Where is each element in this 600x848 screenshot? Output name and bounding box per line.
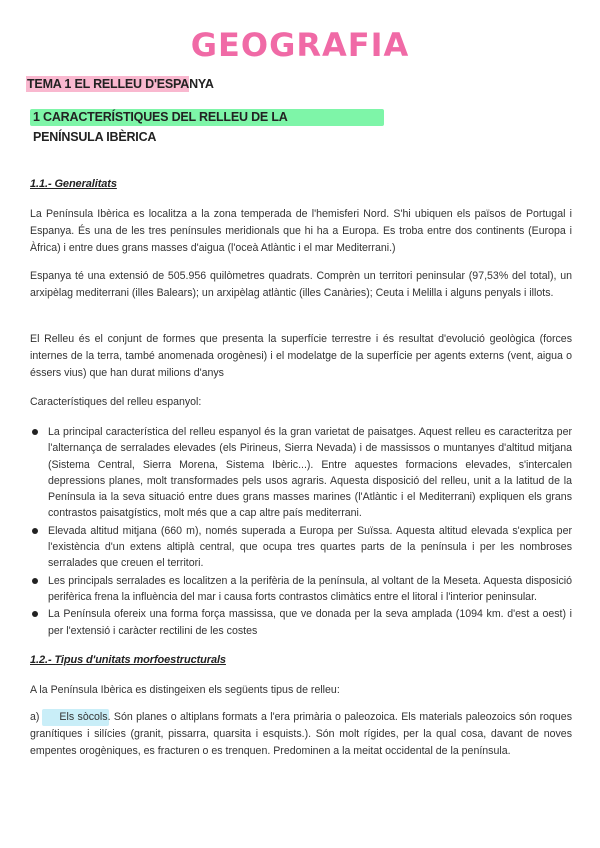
- item-a-label: a): [30, 711, 40, 723]
- characteristics-list: [30, 424, 572, 640]
- tema-heading: [26, 77, 214, 91]
- subsection-heading-generalitats: 1.1.- Generalitats: [30, 178, 117, 190]
- list-item: Elevada altitud mitjana (660 m), només superada a Europa per Suïssa. Aquesta altitud elevada s'explica per l'existència d'un extens altiplà central, que ocupa tres quartes parts de la península i per les nombroses serralades que creuen el territori.: [30, 523, 572, 572]
- item-a-text: . Són planes o altiplans formats a l'era primària o paleozoica. Els materials paleozoics són roques granítiques i silícies (granit, pissarra, quarsita i esquists.). Són molt rígides, per la qual cosa, davant de noves empentes orogèniques, es fracturen o es trenquen. Predominen a la meitat occidental de la península.: [30, 711, 572, 757]
- bullet-icon: [32, 429, 38, 435]
- list-item: La principal característica del relleu espanyol és la gran varietat de paisatges. Aquest relleu es caracteritza per l'alternança de serralades elevades (els Pirineus, Sierra Nevada) i de massissos o muntanyes d'altitud mitjana (Sistema Central, Sierra Morena, Sistema Ibèric...). Entre aquestes formacions elevades, s'intercalen depressions planes, molt transformades pels usos agraris. Aquesta disposició del relleu, unit a la latitud de la Península ia la seva situació entre dues grans masses marines (l'Atlàntic i el Mediterrani) expliquen els grans contrastos paisatgístics, molt més que a cap altre país mediterrani.: [30, 424, 572, 522]
- paragraph-extension: Espanya té una extensió de 505.956 quilòmetres quadrats. Comprèn un territori peninsular (97,53% del total), un arxipèlag mediterrani (illes Balears); un arxipèlag atlàntic (illes Canàries); Ceuta i Melilla i alguns penyals i illots.: [30, 270, 572, 299]
- section-heading-line2: PENÍNSULA IBÈRICA: [33, 130, 157, 144]
- paragraph-unitats-intro: A la Península Ibèrica es distingeixen els següents tipus de relleu:: [30, 684, 340, 696]
- tema-heading-highlight: TEMA 1 EL RELLEU D'ESPA: [27, 77, 190, 91]
- tema-heading-rest: NYA: [189, 77, 214, 91]
- list-item: La Península ofereix una forma força massissa, que ve donada per la seva amplada (1094 km. d'est a oest) i per l'extensió i caràcter rectilini de les costes: [30, 606, 572, 639]
- section-heading-line1: 1 CARACTERÍSTIQUES DEL RELLEU DE LA: [33, 110, 288, 124]
- bullet-icon: [32, 611, 38, 617]
- paragraph-relleu-definition: El Relleu és el conjunt de formes que presenta la superfície terrestre i és resultat d'evolució geològica (forces internes de la terra, també anomenada orogènesi) i el modelatge de la superfície per agents externs (vent, aigua o éssers vius) que han durat milions d'anys: [30, 333, 572, 379]
- item-a-term: Els sòcols: [59, 711, 108, 723]
- page-title: GEOGRAFIA: [190, 26, 410, 64]
- paragraph-location: La Península Ibèrica es localitza a la zona temperada de l'hemisferi Nord. S'hi ubiquen els països de Portugal i Espanya. És una de les tres penínsules meridionals que hi ha a Europa. Es troba entre dos continents (Europa i Àfrica) i entre dues grans masses d'aigua (l'oceà Atlàntic i el mar Mediterrani.): [30, 208, 572, 254]
- list-item: Les principals serralades es localitzen a la perifèria de la península, al voltant de la Meseta. Aquesta disposició perifèrica frena la influència del mar i causa forts contrastos climàtics entre el litoral i l'interior peninsular.: [30, 573, 572, 606]
- bullet-icon: [32, 528, 38, 534]
- bullet-icon: [32, 578, 38, 584]
- paragraph-item-a: [30, 709, 572, 760]
- paragraph-characteristics-intro: Característiques del relleu espanyol:: [30, 396, 202, 408]
- subsection-heading-unitats: 1.2.- Tipus d'unitats morfoestructurals: [30, 654, 226, 666]
